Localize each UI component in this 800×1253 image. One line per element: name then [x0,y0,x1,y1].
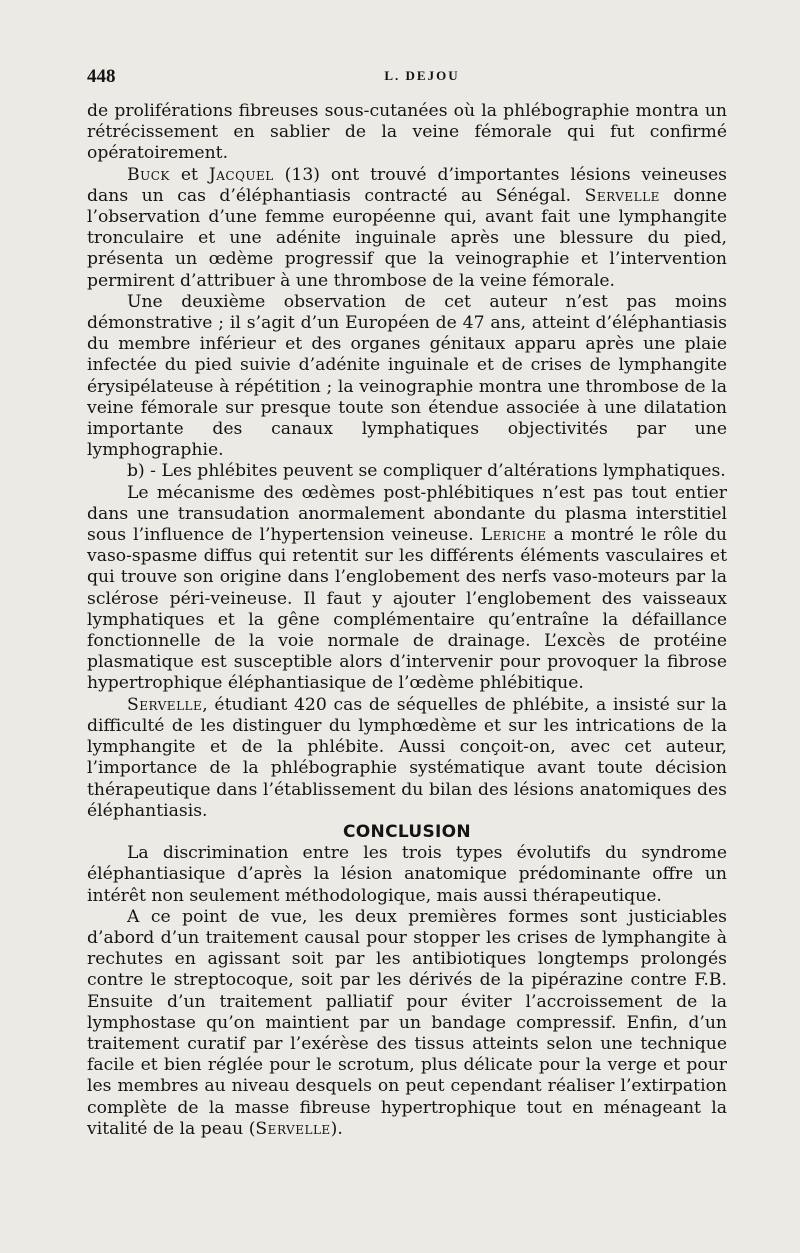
paragraph [87,165,727,292]
paragraph: de proliférations fibreuses sous-cutanées où la phlébographie montra un rétrécissement en sablier de la veine fémorale qui fut confirmé opératoirement. [87,101,727,164]
author-name: Jacquel [208,164,274,185]
page-number: 448 [87,66,116,87]
text-run: ). [330,1118,343,1139]
article-body [87,101,727,1140]
section-heading: CONCLUSION [343,821,471,842]
page-header [87,66,727,94]
running-title: L. DEJOU [384,68,460,83]
author-name: Servelle [127,694,203,715]
paragraph: La discrimination entre les trois types évolutifs du syndrome éléphantiasique d’après la lésion anatomique prédominante offre un intérêt non seulement méthodologique, mais aussi thérapeutique. [87,843,727,906]
author-name: Servelle [255,1118,331,1139]
author-name: Leriche [480,525,547,546]
paragraph: Une deuxième observation de cet auteur n’est pas moins démonstrative ; il s’agit d’un Européen de 47 ans, atteint d’éléphantiasis du membre inférieur et des organes génitaux apparu après une plaie infectée du pied suivie d’adénite inguinale et de crises de lymphangite érysipélateuse à répétition ; la veinographie montra une thrombose de la veine fémorale sur presque toute son étendue associée à une dilatation importante des canaux lymphatiques objectivités par une lymphographie. [87,291,727,461]
paragraph [87,907,727,1140]
text-run: a montré le rôle du vaso-spasme diffus qui retentit sur les différents éléments vasculaires et qui trouve son origine dans l’englobement des nerfs vaso-moteurs par la sclérose péri-veineuse. Il faut y ajouter l’englobement des vaisseaux lymphatiques et la gêne complémentaire qu’entraîne la défaillance fonctionnelle de la voie normale de drainage. L’excès de protéine plasmatique est susceptible alors d’intervenir pour provoquer la fibrose hypertrophique éléphantiasique de l’œdème phlébitique. [87,525,727,694]
text-run: A ce point de vue, les deux premières formes sont justiciables d’abord d’un traitement causal pour stopper les crises de lymphangite à rechutes en agissant soit par les antibiotiques longtemps prolongés contre le streptocoque, soit par les dérivés de la pipérazine contre F.B. Ensuite d’un traitement palliatif pour éviter l’accroissement de la lymphostase qu’on maintient par un bandage compressif. Enfin, d’un traitement curatif par l’exérèse des tissus atteints selon une technique facile et bien réglée pour le scrotum, plus délicate pour la verge et pour les membres au niveau desquels on peut cependant réaliser l’extirpation complète de la masse fibreuse hypertrophique tout en ménageant la vitalité de la peau ( [87,906,727,1139]
author-name: Buck [127,164,170,185]
text-run: , étudiant 420 cas de séquelles de phlébite, a insisté sur la difficulté de les distinguer du lymphœdème et sur les intrications de la lymphangite et de la phlébite. Aussi conçoit-on, avec cet auteur, l’importance de la phlébographie systématique avant toute décision thérapeutique dans l’établissement du bilan des lésions anatomiques des éléphantiasis. [87,694,727,821]
paragraph [87,695,727,822]
paragraph [87,483,727,695]
paragraph: b) - Les phlébites peuvent se compliquer d’altérations lymphatiques. [127,461,726,482]
text-run: et [169,164,209,185]
text-run: Le mécanisme des œdèmes post-phlébitiques n’est pas tout entier dans une transudation anormalement abondante du plasma interstitiel sous l’influence de l’hypertension veineuse. [87,482,727,546]
text-run: donne l’observation d’une femme européenne qui, avant fait une lymphangite tronculaire et une adénite inguinale après une blessure du pied, présenta un œdème progressif que la veinographie et l’intervention permirent d’attribuer à une thrombose de la veine fémorale. [87,185,728,291]
author-name: Servelle [584,185,660,206]
text-run: (13) ont trouvé d’importantes lésions veineuses dans un cas d’éléphantiasis contracté au Sénégal. [87,164,727,206]
